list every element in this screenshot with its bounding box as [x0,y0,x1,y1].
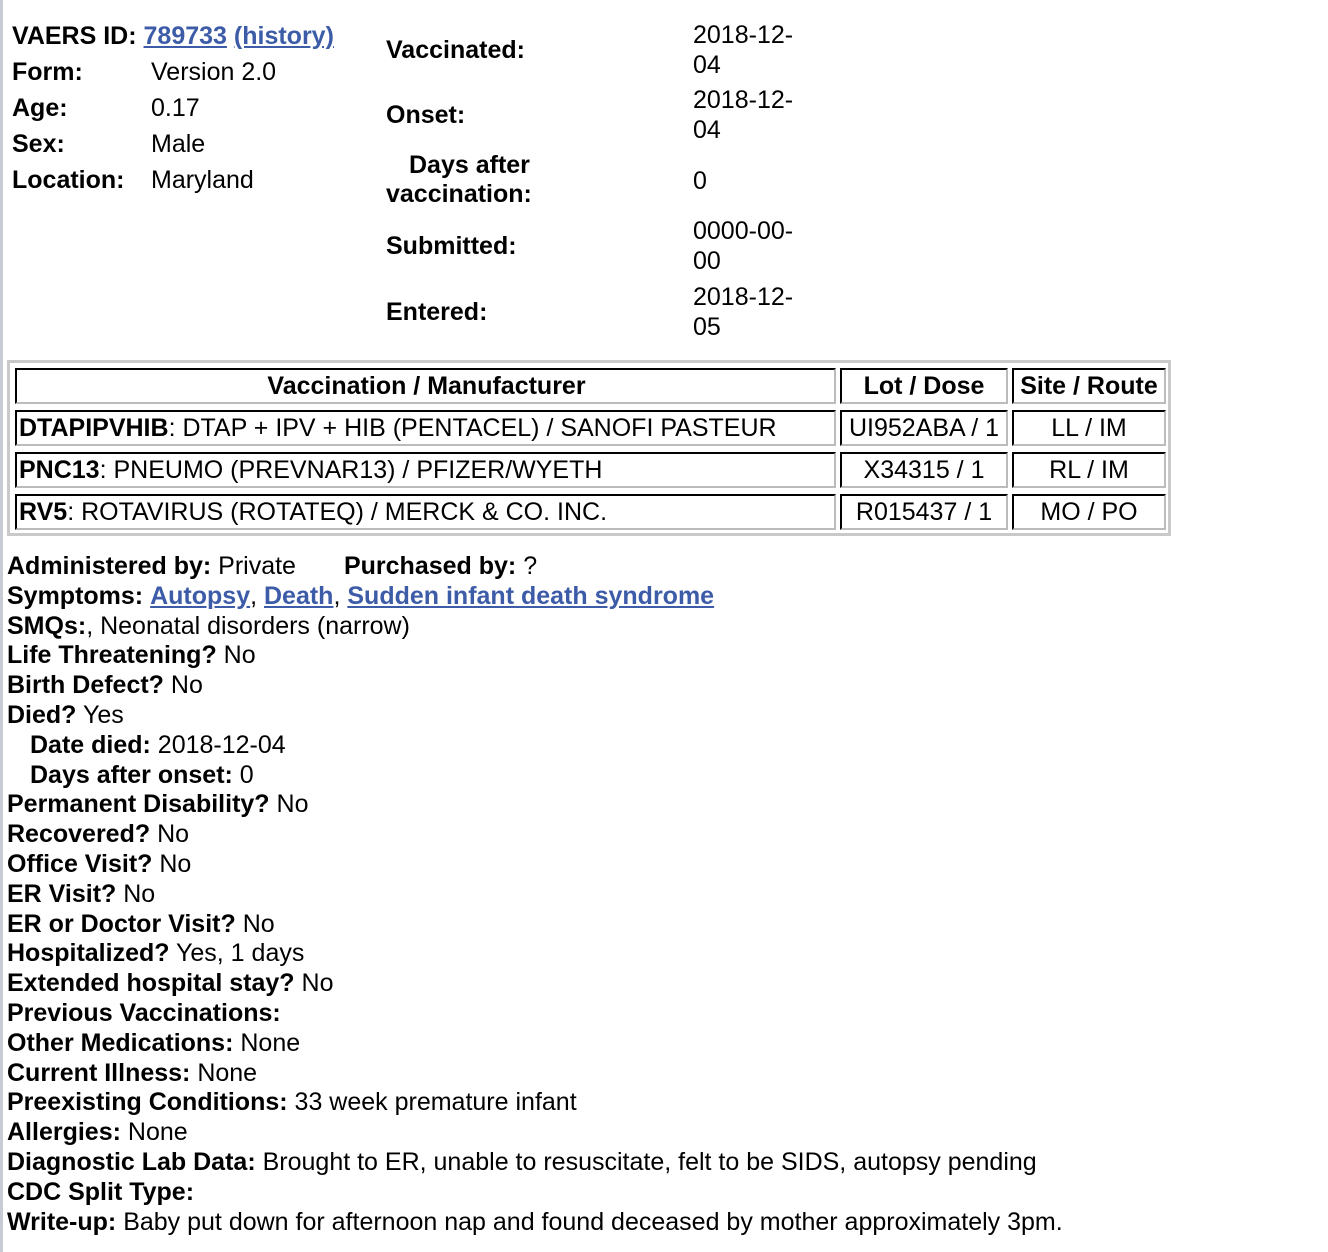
current-illness-row [7,1058,1063,1088]
entered-label-wrap [386,297,487,327]
submitted-label-wrap [386,231,517,261]
recovered-label: Recovered? [7,820,151,849]
days-after-vax-label-wrap [386,150,532,209]
cdc-split-type-row [7,1177,1063,1207]
er-visit-row [7,879,1063,909]
onset-date [693,85,793,145]
age-label: Age: [12,94,68,122]
table-row-vaccine [15,410,836,446]
administered-label: Administered by: [7,552,212,580]
permanent-disability-label: Permanent Disability? [7,790,270,819]
vaers-id-link[interactable]: 789733 [143,22,227,50]
vaers-id-row [12,18,334,54]
onset-label: Onset: [386,101,466,129]
vaccine-description: : PNEUMO (PREVNAR13) / PFIZER/WYETH [99,456,603,484]
current-illness-label: Current Illness: [7,1058,191,1087]
symptoms-label: Symptoms: [7,581,144,610]
life-threatening-value: No [216,641,256,670]
vaccine-description: : DTAP + IPV + HIB (PENTACEL) / SANOFI PASTEUR [168,414,777,442]
symptom-separator: , [333,581,348,610]
extended-stay-value: No [294,969,334,998]
extended-stay-row [7,968,1063,998]
current-illness-value: None [190,1058,258,1087]
writeup-value: Baby put down for afternoon nap and found deceased by mother approximately 3pm. [116,1207,1063,1236]
report-identity-block [12,18,334,198]
days-after-vax-label-line2: vaccination: [386,180,532,208]
vaccine-code: RV5 [19,498,68,526]
er-doctor-visit-row [7,909,1063,939]
submitted-label: Submitted: [386,232,517,260]
vaccine-site-route: RL / IM [1012,452,1166,488]
col-header-site-route: Site / Route [1012,368,1166,404]
life-threatening-label: Life Threatening? [7,641,217,670]
cdc-split-type-label: CDC Split Type: [7,1177,195,1206]
preexisting-conditions-row [7,1087,1063,1117]
sex-value: Male [151,130,206,158]
vaccine-description: : ROTAVIRUS (ROTATEQ) / MERCK & CO. INC. [67,498,608,526]
allergies-row [7,1117,1063,1147]
history-link[interactable]: (history) [233,22,334,50]
table-row-vaccine [15,494,836,530]
office-visit-label: Office Visit? [7,849,153,878]
lab-data-row [7,1147,1063,1177]
entered-date-line2: 05 [693,313,721,341]
symptoms-row [7,581,1063,611]
entered-date [693,282,793,342]
died-row [7,700,1063,730]
died-value: Yes [76,700,124,729]
submitted-date-line1: 0000-00- [693,217,794,245]
entered-label: Entered: [386,298,488,326]
location-label: Location: [12,166,125,194]
vaccinated-date-line1: 2018-12- [693,21,794,49]
onset-label-wrap [386,100,465,130]
form-value: Version 2.0 [151,58,277,86]
vaccinated-label: Vaccinated: [386,36,525,64]
recovered-value: No [150,820,190,849]
hospitalized-label: Hospitalized? [7,939,170,968]
vaccine-site-route: LL / IM [1012,410,1166,446]
onset-date-line1: 2018-12- [693,86,794,114]
office-visit-value: No [152,849,192,878]
preexisting-conditions-value: 33 week premature infant [287,1088,577,1117]
other-medications-row [7,1028,1063,1058]
age-value: 0.17 [151,94,200,122]
days-after-onset-row [7,760,1063,790]
date-died-label: Date died: [30,730,151,759]
vaccinated-date-line2: 04 [693,51,721,79]
vaers-id-label: VAERS ID: [12,22,137,50]
recovered-row [7,819,1063,849]
vaccine-lot-dose: X34315 / 1 [840,452,1008,488]
sex-row [12,126,334,162]
submitted-date-line2: 00 [693,247,721,275]
purchased-value: ? [516,552,538,580]
writeup-row [7,1207,1063,1237]
report-details [7,551,1063,1236]
extended-stay-label: Extended hospital stay? [7,969,295,998]
vaccine-lot-dose: UI952ABA / 1 [840,410,1008,446]
birth-defect-row [7,670,1063,700]
date-died-value: 2018-12-04 [150,730,286,759]
days-after-onset-value: 0 [232,760,254,789]
birth-defect-label: Birth Defect? [7,671,164,700]
symptom-link-death[interactable]: Death [264,581,334,610]
location-row [12,162,334,198]
smqs-label: SMQs: [7,611,87,640]
location-value: Maryland [151,166,254,194]
life-threatening-row [7,640,1063,670]
er-visit-label: ER Visit? [7,879,117,908]
entered-date-line1: 2018-12- [693,283,794,311]
vaccine-code: PNC13 [19,456,100,484]
allergies-label: Allergies: [7,1118,121,1147]
onset-date-line2: 04 [693,116,721,144]
administered-value: Private [211,552,296,580]
other-medications-label: Other Medications: [7,1028,234,1057]
office-visit-row [7,849,1063,879]
previous-vaccinations-row [7,998,1063,1028]
symptom-separator: , [250,581,264,610]
days-after-vax-label-line1: Days after [409,151,530,179]
smqs-value: , Neonatal disorders (narrow) [86,611,410,640]
vaccine-lot-dose: R015437 / 1 [840,494,1008,530]
page-left-border [0,0,3,1252]
birth-defect-value: No [163,671,203,700]
lab-data-label: Diagnostic Lab Data: [7,1147,256,1176]
er-visit-value: No [116,879,156,908]
died-label: Died? [7,700,77,729]
permanent-disability-row [7,789,1063,819]
symptom-link-sids[interactable]: Sudden infant death syndrome [347,581,715,610]
date-died-row [7,730,1063,760]
sex-label: Sex: [12,130,65,158]
col-header-lot-dose: Lot / Dose [840,368,1008,404]
vaccine-site-route: MO / PO [1012,494,1166,530]
symptom-link-autopsy[interactable]: Autopsy [150,581,251,610]
age-row [12,90,334,126]
hospitalized-row [7,938,1063,968]
col-header-vaccination: Vaccination / Manufacturer [15,368,836,404]
form-row [12,54,334,90]
days-after-onset-label: Days after onset: [30,760,233,789]
vaccinated-date [693,20,793,80]
vaccination-table [7,360,1171,536]
form-label: Form: [12,58,83,86]
allergies-value: None [120,1118,188,1147]
preexisting-conditions-label: Preexisting Conditions: [7,1088,288,1117]
vaccinated-label-wrap [386,35,525,65]
er-doctor-visit-label: ER or Doctor Visit? [7,909,236,938]
writeup-label: Write-up: [7,1207,117,1236]
administered-purchased-row [7,551,1063,581]
other-medications-value: None [233,1028,301,1057]
hospitalized-value: Yes, 1 days [169,939,305,968]
previous-vaccinations-label: Previous Vaccinations: [7,998,281,1027]
days-after-vax-value: 0 [693,167,707,195]
submitted-date [693,216,793,276]
vaccine-code: DTAPIPVHIB [19,414,169,442]
table-row-vaccine [15,452,836,488]
permanent-disability-value: No [269,790,309,819]
er-doctor-visit-value: No [235,909,275,938]
smqs-row [7,611,1063,641]
purchased-label: Purchased by: [343,552,517,580]
lab-data-value: Brought to ER, unable to resuscitate, felt to be SIDS, autopsy pending [255,1147,1037,1176]
